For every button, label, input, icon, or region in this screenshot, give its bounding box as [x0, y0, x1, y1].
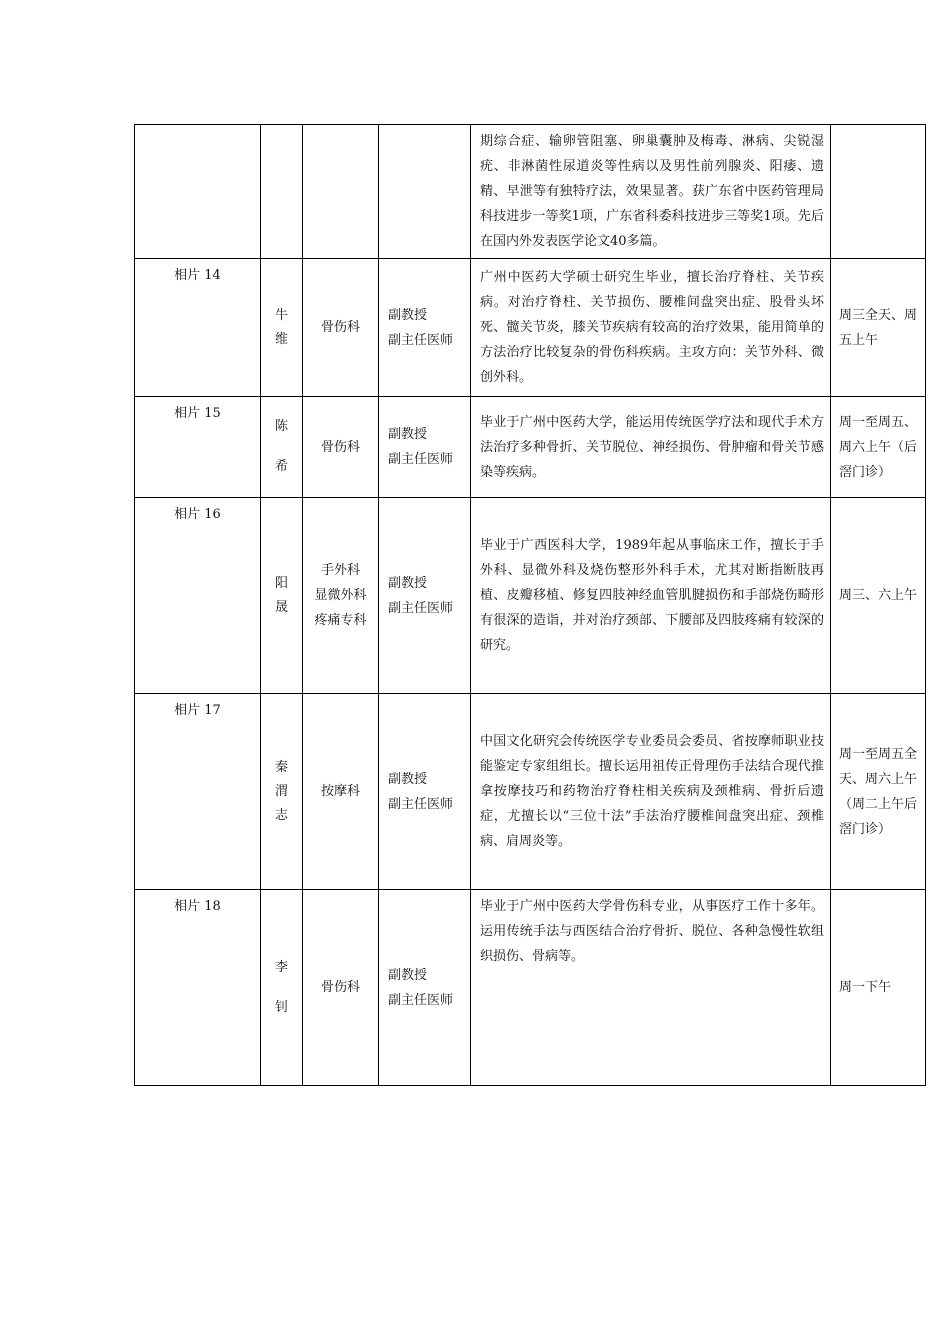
- doctor-name: 阳晟: [261, 498, 303, 694]
- table-row: [135, 890, 926, 1086]
- doctor-title: 副教授 副主任医师: [379, 890, 471, 1086]
- photo-cell: [135, 125, 261, 259]
- photo-placeholder: 相片 18: [135, 890, 261, 1086]
- clinic-schedule: 周一至周五全天、周六上午 （周二上午后滘门诊）: [831, 694, 926, 890]
- doctor-title: 副教授 副主任医师: [379, 694, 471, 890]
- title-cell: [379, 125, 471, 259]
- name-cell: [261, 125, 303, 259]
- photo-placeholder: 相片 15: [135, 397, 261, 498]
- clinic-schedule: 周一至周五、周六上午（后滘门诊）: [831, 397, 926, 498]
- department: 按摩科: [303, 694, 379, 890]
- doctor-description: 毕业于广州中医药大学，能运用传统医学疗法和现代手术方法治疗多种骨折、关节脱位、神经损伤、骨肿瘤和骨关节感染等疾病。: [471, 397, 831, 498]
- department: 手外科 显微外科 疼痛专科: [303, 498, 379, 694]
- doctor-title: 副教授 副主任医师: [379, 259, 471, 397]
- photo-placeholder: 相片 16: [135, 498, 261, 694]
- clinic-schedule: 周三、六上午: [831, 498, 926, 694]
- department: 骨伤科: [303, 397, 379, 498]
- table-row: [135, 259, 926, 397]
- department-cell: [303, 125, 379, 259]
- doctor-table: [134, 124, 931, 1086]
- doctor-name: 牛维: [261, 259, 303, 397]
- photo-placeholder: 相片 14: [135, 259, 261, 397]
- table-row: [135, 397, 926, 498]
- doctor-description: 毕业于广西医科大学，1989年起从事临床工作，擅长于手外科、显微外科及烧伤整形外科手术，尤其对断指断肢再植、皮瓣移植、修复四肢神经血管肌腱损伤和手部烧伤畸形有很深的造诣，并对治疗颈部、下腰部及四肢疼痛有较深的研究。: [471, 498, 831, 694]
- doctor-title: 副教授 副主任医师: [379, 498, 471, 694]
- doctor-name: 秦渭志: [261, 694, 303, 890]
- doctor-name: 陈希: [261, 397, 303, 498]
- doctor-title: 副教授 副主任医师: [379, 397, 471, 498]
- photo-placeholder: 相片 17: [135, 694, 261, 890]
- schedule-cell: [831, 125, 926, 259]
- description-cell: 期综合症、输卵管阻塞、卵巢囊肿及梅毒、淋病、尖锐湿疣、非淋菌性尿道炎等性病以及男性前列腺炎、阳痿、遗精、早泄等有独特疗法，效果显著。获广东省中医药管理局科技进步一等奖1项，广东省科委科技进步三等奖1项。先后在国内外发表医学论文40多篇。: [471, 125, 831, 259]
- doctor-name: 李钊: [261, 890, 303, 1086]
- department: 骨伤科: [303, 259, 379, 397]
- doctor-description: 广州中医药大学硕士研究生毕业，擅长治疗脊柱、关节疾病。对治疗脊柱、关节损伤、腰椎间盘突出症、股骨头坏死、髋关节炎，膝关节疾病有较高的治疗效果，能用简单的方法治疗比较复杂的骨伤科疾病。主攻方向：关节外科、微创外科。: [471, 259, 831, 397]
- department: 骨伤科: [303, 890, 379, 1086]
- clinic-schedule: 周三全天、周五上午: [831, 259, 926, 397]
- doctor-description: 毕业于广州中医药大学骨伤科专业，从事医疗工作十多年。运用传统手法与西医结合治疗骨折、脱位、各种急慢性软组织损伤、骨病等。: [471, 890, 831, 1086]
- table-row: [135, 125, 926, 259]
- doctor-description: 中国文化研究会传统医学专业委员会委员、省按摩师职业技能鉴定专家组组长。擅长运用祖传正骨理伤手法结合现代推拿按摩技巧和药物治疗脊柱相关疾病及颈椎病、骨折后遗症，尤擅长以“三位十法”手法治疗腰椎间盘突出症、颈椎病、肩周炎等。: [471, 694, 831, 890]
- table-row: [135, 694, 926, 890]
- table-row: [135, 498, 926, 694]
- clinic-schedule: 周一下午: [831, 890, 926, 1086]
